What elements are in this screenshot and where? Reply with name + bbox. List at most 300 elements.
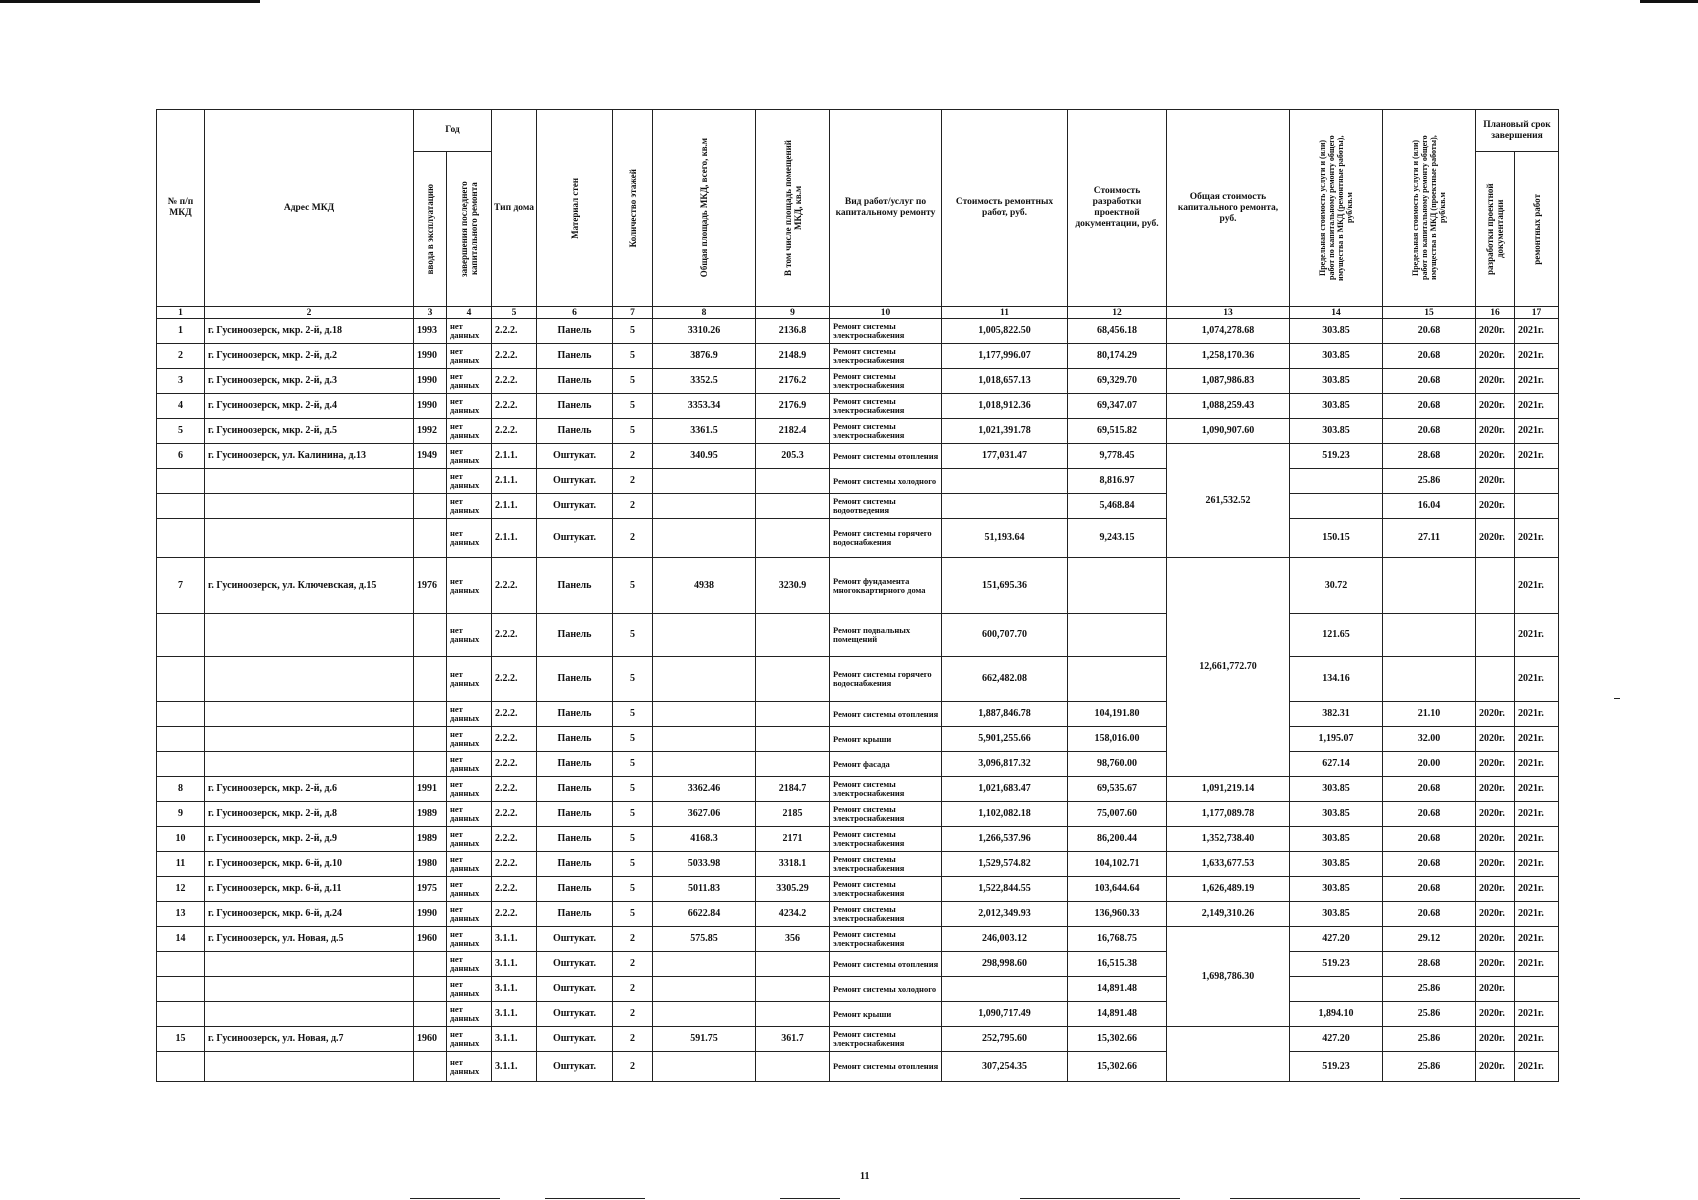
row-limit-repair xyxy=(1290,977,1383,1002)
row-repair-cost: 1,021,391.78 xyxy=(942,419,1068,444)
row-floors: 2 xyxy=(613,1027,653,1052)
row-house-type: 2.2.2. xyxy=(492,419,537,444)
row-repair-cost: 1,522,844.55 xyxy=(942,877,1068,902)
row-floors: 2 xyxy=(613,952,653,977)
row-year-commission xyxy=(414,657,447,702)
row-house-type: 3.1.1. xyxy=(492,1027,537,1052)
row-premises-area: 361.7 xyxy=(756,1027,830,1052)
row-work-type: Ремонт системы электроснабжения xyxy=(830,1027,942,1052)
row-floors: 5 xyxy=(613,657,653,702)
header-limit-repair: Предельная стоимость услуги и (или) работ по капитальному ремонту общего имущества в МКД (ремонтные работы), руб/кв.м xyxy=(1290,110,1383,307)
row-deadline-design: 2020г. xyxy=(1476,444,1515,469)
row-deadline-design: 2020г. xyxy=(1476,702,1515,727)
row-work-type: Ремонт системы электроснабжения xyxy=(830,802,942,827)
row-work-type: Ремонт системы отопления xyxy=(830,444,942,469)
row-design-cost: 8,816.97 xyxy=(1068,469,1167,494)
row-total-area xyxy=(653,752,756,777)
row-wall-material: Панель xyxy=(537,777,613,802)
row-year-commission: 1990 xyxy=(414,394,447,419)
row-deadline-repair: 2021г. xyxy=(1515,657,1559,702)
row-total-cost: 1,088,259.43 xyxy=(1167,394,1290,419)
row-repair-cost: 1,018,912.36 xyxy=(942,394,1068,419)
row-wall-material: Оштукат. xyxy=(537,1002,613,1027)
row-premises-area: 2185 xyxy=(756,802,830,827)
row-premises-area xyxy=(756,752,830,777)
row-deadline-repair: 2021г. xyxy=(1515,902,1559,927)
row-work-type: Ремонт системы электроснабжения xyxy=(830,852,942,877)
header-work-type: Вид работ/услуг по капитальному ремонту xyxy=(830,110,942,307)
header-premises-area: В том числе площадь помещений МКД, кв.м xyxy=(756,110,830,307)
row-year-commission: 1990 xyxy=(414,344,447,369)
row-total-area xyxy=(653,494,756,519)
row-address xyxy=(205,1052,414,1082)
row-year-last-repair: нет данных xyxy=(447,614,492,657)
row-total-area: 3361.5 xyxy=(653,419,756,444)
row-limit-design: 27.11 xyxy=(1383,519,1476,558)
row-repair-cost: 1,090,717.49 xyxy=(942,1002,1068,1027)
row-deadline-design: 2020г. xyxy=(1476,877,1515,902)
row-deadline-design xyxy=(1476,558,1515,614)
row-number: 11 xyxy=(157,852,205,877)
row-year-last-repair: нет данных xyxy=(447,494,492,519)
row-deadline-design xyxy=(1476,614,1515,657)
row-limit-repair: 519.23 xyxy=(1290,444,1383,469)
row-deadline-design: 2020г. xyxy=(1476,977,1515,1002)
row-design-cost: 158,016.00 xyxy=(1068,727,1167,752)
row-deadline-repair: 2021г. xyxy=(1515,369,1559,394)
row-total-area: 3876.9 xyxy=(653,344,756,369)
row-floors: 5 xyxy=(613,827,653,852)
row-deadline-design: 2020г. xyxy=(1476,394,1515,419)
column-number: 7 xyxy=(613,307,653,319)
row-total-area xyxy=(653,614,756,657)
row-deadline-design: 2020г. xyxy=(1476,727,1515,752)
row-work-type: Ремонт системы электроснабжения xyxy=(830,927,942,952)
row-work-type: Ремонт системы отопления xyxy=(830,1052,942,1082)
row-address: г. Гусиноозерск, ул. Калинина, д.13 xyxy=(205,444,414,469)
row-limit-design: 16.04 xyxy=(1383,494,1476,519)
row-work-type: Ремонт крыши xyxy=(830,727,942,752)
row-repair-cost: 1,005,822.50 xyxy=(942,319,1068,344)
row-year-last-repair: нет данных xyxy=(447,952,492,977)
row-work-type: Ремонт системы холодного xyxy=(830,977,942,1002)
row-deadline-design: 2020г. xyxy=(1476,827,1515,852)
row-deadline-design: 2020г. xyxy=(1476,777,1515,802)
row-work-type: Ремонт фундамента многоквартирного дома xyxy=(830,558,942,614)
row-repair-cost xyxy=(942,977,1068,1002)
row-limit-repair: 1,195.07 xyxy=(1290,727,1383,752)
row-work-type: Ремонт системы электроснабжения xyxy=(830,827,942,852)
row-total-area: 6622.84 xyxy=(653,902,756,927)
row-year-last-repair: нет данных xyxy=(447,927,492,952)
row-limit-design: 25.86 xyxy=(1383,1052,1476,1082)
column-number: 10 xyxy=(830,307,942,319)
row-wall-material: Оштукат. xyxy=(537,927,613,952)
row-wall-material: Оштукат. xyxy=(537,469,613,494)
row-wall-material: Панель xyxy=(537,877,613,902)
row-repair-cost: 252,795.60 xyxy=(942,1027,1068,1052)
table-row xyxy=(157,852,1559,877)
row-total-area xyxy=(653,952,756,977)
row-premises-area: 2182.4 xyxy=(756,419,830,444)
row-limit-repair: 519.23 xyxy=(1290,952,1383,977)
row-premises-area xyxy=(756,494,830,519)
row-premises-area: 4234.2 xyxy=(756,902,830,927)
row-number xyxy=(157,519,205,558)
table-row xyxy=(157,902,1559,927)
table-row xyxy=(157,777,1559,802)
table-row xyxy=(157,752,1559,777)
row-limit-design: 25.86 xyxy=(1383,469,1476,494)
header-limit-design: Предельная стоимость услуги и (или) работ по капитальному ремонту общего имущества в МКД (проектные работы), руб/кв.м xyxy=(1383,110,1476,307)
row-year-commission xyxy=(414,977,447,1002)
row-design-cost: 9,778.45 xyxy=(1068,444,1167,469)
row-address: г. Гусиноозерск, мкр. 2-й, д.6 xyxy=(205,777,414,802)
row-house-type: 3.1.1. xyxy=(492,1052,537,1082)
row-deadline-design: 2020г. xyxy=(1476,952,1515,977)
row-design-cost: 103,644.64 xyxy=(1068,877,1167,902)
row-wall-material: Панель xyxy=(537,752,613,777)
row-deadline-design: 2020г. xyxy=(1476,419,1515,444)
row-address: г. Гусиноозерск, мкр. 6-й, д.11 xyxy=(205,877,414,902)
row-house-type: 2.2.2. xyxy=(492,319,537,344)
header-year-last-repair: завершения последнего капитального ремонта xyxy=(447,152,492,307)
row-year-commission: 1976 xyxy=(414,558,447,614)
row-deadline-repair: 2021г. xyxy=(1515,952,1559,977)
header-total-area: Общая площадь МКД, всего, кв.м xyxy=(653,110,756,307)
row-year-commission: 1991 xyxy=(414,777,447,802)
row-address: г. Гусиноозерск, мкр. 6-й, д.10 xyxy=(205,852,414,877)
row-year-commission xyxy=(414,1002,447,1027)
row-deadline-repair: 2021г. xyxy=(1515,1027,1559,1052)
row-deadline-repair: 2021г. xyxy=(1515,558,1559,614)
row-premises-area: 3305.29 xyxy=(756,877,830,902)
row-deadline-repair: 2021г. xyxy=(1515,852,1559,877)
row-address xyxy=(205,469,414,494)
row-design-cost: 75,007.60 xyxy=(1068,802,1167,827)
row-total-cost: 1,177,089.78 xyxy=(1167,802,1290,827)
row-limit-design: 25.86 xyxy=(1383,1002,1476,1027)
row-repair-cost: 1,887,846.78 xyxy=(942,702,1068,727)
row-year-commission: 1960 xyxy=(414,1027,447,1052)
row-number: 15 xyxy=(157,1027,205,1052)
row-house-type: 2.1.1. xyxy=(492,469,537,494)
row-limit-design: 20.68 xyxy=(1383,419,1476,444)
row-number: 7 xyxy=(157,558,205,614)
header-address: Адрес МКД xyxy=(205,110,414,307)
row-limit-repair: 519.23 xyxy=(1290,1052,1383,1082)
row-deadline-repair xyxy=(1515,977,1559,1002)
table-row xyxy=(157,1027,1559,1052)
row-deadline-repair: 2021г. xyxy=(1515,319,1559,344)
row-year-commission xyxy=(414,469,447,494)
row-total-area: 3352.5 xyxy=(653,369,756,394)
scan-mark-bottom-4 xyxy=(1020,1198,1180,1199)
row-address xyxy=(205,727,414,752)
scan-mark-bottom-2 xyxy=(545,1198,645,1199)
row-address: г. Гусиноозерск, мкр. 2-й, д.9 xyxy=(205,827,414,852)
row-total-area: 5033.98 xyxy=(653,852,756,877)
row-deadline-design: 2020г. xyxy=(1476,752,1515,777)
header-num: № п/п МКД xyxy=(157,110,205,307)
row-repair-cost: 2,012,349.93 xyxy=(942,902,1068,927)
row-limit-design: 25.86 xyxy=(1383,977,1476,1002)
row-premises-area xyxy=(756,1052,830,1082)
row-work-type: Ремонт системы отопления xyxy=(830,952,942,977)
column-number: 8 xyxy=(653,307,756,319)
table-row xyxy=(157,394,1559,419)
row-deadline-design: 2020г. xyxy=(1476,494,1515,519)
header-repair-cost: Стоимость ремонтных работ, руб. xyxy=(942,110,1068,307)
column-number: 6 xyxy=(537,307,613,319)
row-number xyxy=(157,657,205,702)
table-row xyxy=(157,469,1559,494)
row-limit-design: 25.86 xyxy=(1383,1027,1476,1052)
row-year-last-repair: нет данных xyxy=(447,777,492,802)
row-limit-repair: 382.31 xyxy=(1290,702,1383,727)
header-year-commission: ввода в эксплуатацию xyxy=(414,152,447,307)
row-limit-design: 20.68 xyxy=(1383,319,1476,344)
row-total-area xyxy=(653,977,756,1002)
row-wall-material: Панель xyxy=(537,319,613,344)
row-design-cost: 104,191.80 xyxy=(1068,702,1167,727)
row-work-type: Ремонт системы электроснабжения xyxy=(830,419,942,444)
row-total-cost: 12,661,772.70 xyxy=(1167,558,1290,777)
table-row xyxy=(157,1052,1559,1082)
row-limit-repair: 150.15 xyxy=(1290,519,1383,558)
row-limit-repair: 303.85 xyxy=(1290,319,1383,344)
row-year-last-repair: нет данных xyxy=(447,344,492,369)
row-address: г. Гусиноозерск, мкр. 6-й, д.24 xyxy=(205,902,414,927)
row-design-cost: 98,760.00 xyxy=(1068,752,1167,777)
row-deadline-repair: 2021г. xyxy=(1515,752,1559,777)
row-year-last-repair: нет данных xyxy=(447,752,492,777)
row-floors: 2 xyxy=(613,469,653,494)
row-limit-repair: 427.20 xyxy=(1290,1027,1383,1052)
row-total-cost: 1,091,219.14 xyxy=(1167,777,1290,802)
row-work-type: Ремонт системы горячего водоснабжения xyxy=(830,657,942,702)
column-number: 9 xyxy=(756,307,830,319)
row-design-cost: 69,535.67 xyxy=(1068,777,1167,802)
row-limit-design: 28.68 xyxy=(1383,952,1476,977)
row-wall-material: Оштукат. xyxy=(537,444,613,469)
row-year-commission: 1992 xyxy=(414,419,447,444)
row-total-cost: 1,626,489.19 xyxy=(1167,877,1290,902)
row-total-area: 3353.34 xyxy=(653,394,756,419)
row-deadline-repair: 2021г. xyxy=(1515,444,1559,469)
table-row xyxy=(157,827,1559,852)
row-repair-cost: 177,031.47 xyxy=(942,444,1068,469)
row-deadline-repair: 2021г. xyxy=(1515,519,1559,558)
row-repair-cost: 246,003.12 xyxy=(942,927,1068,952)
row-total-area: 340.95 xyxy=(653,444,756,469)
row-number xyxy=(157,702,205,727)
row-year-last-repair: нет данных xyxy=(447,727,492,752)
row-address: г. Гусиноозерск, ул. Новая, д.5 xyxy=(205,927,414,952)
row-total-area: 4938 xyxy=(653,558,756,614)
row-limit-repair: 427.20 xyxy=(1290,927,1383,952)
row-wall-material: Панель xyxy=(537,614,613,657)
row-house-type: 2.2.2. xyxy=(492,852,537,877)
repair-register-table xyxy=(156,109,1559,1082)
scan-mark-bottom-1 xyxy=(410,1198,500,1199)
row-repair-cost: 1,529,574.82 xyxy=(942,852,1068,877)
row-deadline-design: 2020г. xyxy=(1476,927,1515,952)
row-deadline-design: 2020г. xyxy=(1476,1052,1515,1082)
row-year-commission xyxy=(414,702,447,727)
row-floors: 2 xyxy=(613,519,653,558)
row-premises-area xyxy=(756,657,830,702)
row-repair-cost: 5,901,255.66 xyxy=(942,727,1068,752)
row-deadline-repair xyxy=(1515,494,1559,519)
row-deadline-design xyxy=(1476,657,1515,702)
table-row xyxy=(157,952,1559,977)
row-repair-cost: 600,707.70 xyxy=(942,614,1068,657)
row-design-cost: 104,102.71 xyxy=(1068,852,1167,877)
row-work-type: Ремонт системы электроснабжения xyxy=(830,369,942,394)
row-repair-cost: 1,018,657.13 xyxy=(942,369,1068,394)
header-design-cost: Стоимость разработки проектной документации, руб. xyxy=(1068,110,1167,307)
row-limit-repair: 303.85 xyxy=(1290,902,1383,927)
row-deadline-repair: 2021г. xyxy=(1515,727,1559,752)
table-row xyxy=(157,344,1559,369)
table-row xyxy=(157,494,1559,519)
row-limit-design xyxy=(1383,657,1476,702)
row-number xyxy=(157,614,205,657)
row-floors: 2 xyxy=(613,1002,653,1027)
row-total-cost: 1,087,986.83 xyxy=(1167,369,1290,394)
row-limit-repair: 30.72 xyxy=(1290,558,1383,614)
row-work-type: Ремонт фасада xyxy=(830,752,942,777)
row-total-area: 3627.06 xyxy=(653,802,756,827)
column-number: 3 xyxy=(414,307,447,319)
row-house-type: 3.1.1. xyxy=(492,952,537,977)
row-house-type: 2.1.1. xyxy=(492,444,537,469)
row-repair-cost: 1,021,683.47 xyxy=(942,777,1068,802)
row-repair-cost: 1,266,537.96 xyxy=(942,827,1068,852)
row-year-last-repair: нет данных xyxy=(447,802,492,827)
row-premises-area: 205.3 xyxy=(756,444,830,469)
row-limit-design: 20.00 xyxy=(1383,752,1476,777)
scan-edge-top-right xyxy=(1640,0,1698,3)
row-premises-area: 2176.2 xyxy=(756,369,830,394)
row-address: г. Гусиноозерск, мкр. 2-й, д.8 xyxy=(205,802,414,827)
row-limit-repair: 303.85 xyxy=(1290,802,1383,827)
row-limit-repair xyxy=(1290,469,1383,494)
row-design-cost: 16,768.75 xyxy=(1068,927,1167,952)
row-premises-area xyxy=(756,519,830,558)
row-address xyxy=(205,702,414,727)
row-floors: 2 xyxy=(613,494,653,519)
row-floors: 5 xyxy=(613,777,653,802)
row-limit-design: 21.10 xyxy=(1383,702,1476,727)
row-wall-material: Панель xyxy=(537,394,613,419)
row-design-cost: 14,891.48 xyxy=(1068,1002,1167,1027)
row-house-type: 2.2.2. xyxy=(492,702,537,727)
row-address: г. Гусиноозерск, мкр. 2-й, д.5 xyxy=(205,419,414,444)
header-floors: Количество этажей xyxy=(613,110,653,307)
row-year-commission: 1989 xyxy=(414,827,447,852)
header-deadline-design: разработки проектной документации xyxy=(1476,152,1515,307)
row-address xyxy=(205,952,414,977)
row-deadline-design: 2020г. xyxy=(1476,902,1515,927)
row-number xyxy=(157,727,205,752)
row-repair-cost: 51,193.64 xyxy=(942,519,1068,558)
row-year-last-repair: нет данных xyxy=(447,369,492,394)
row-wall-material: Оштукат. xyxy=(537,952,613,977)
row-house-type: 2.2.2. xyxy=(492,558,537,614)
row-design-cost: 5,468.84 xyxy=(1068,494,1167,519)
row-floors: 5 xyxy=(613,852,653,877)
row-total-area: 3310.26 xyxy=(653,319,756,344)
row-house-type: 2.1.1. xyxy=(492,494,537,519)
row-address xyxy=(205,1002,414,1027)
row-premises-area: 2171 xyxy=(756,827,830,852)
row-limit-repair: 1,894.10 xyxy=(1290,1002,1383,1027)
row-total-cost: 1,698,786.30 xyxy=(1167,927,1290,1027)
row-work-type: Ремонт системы водоотведения xyxy=(830,494,942,519)
table-row xyxy=(157,1002,1559,1027)
row-limit-repair: 303.85 xyxy=(1290,777,1383,802)
row-house-type: 2.1.1. xyxy=(492,519,537,558)
row-wall-material: Панель xyxy=(537,369,613,394)
table-row xyxy=(157,419,1559,444)
row-wall-material: Панель xyxy=(537,852,613,877)
header-total-cost: Общая стоимость капитального ремонта, руб. xyxy=(1167,110,1290,307)
column-number: 11 xyxy=(942,307,1068,319)
row-design-cost: 69,515.82 xyxy=(1068,419,1167,444)
row-address xyxy=(205,494,414,519)
row-total-area xyxy=(653,727,756,752)
row-house-type: 2.2.2. xyxy=(492,877,537,902)
row-floors: 2 xyxy=(613,1052,653,1082)
row-address xyxy=(205,519,414,558)
row-design-cost: 14,891.48 xyxy=(1068,977,1167,1002)
row-address xyxy=(205,752,414,777)
row-wall-material: Панель xyxy=(537,558,613,614)
row-design-cost: 15,302.66 xyxy=(1068,1027,1167,1052)
row-floors: 2 xyxy=(613,977,653,1002)
row-total-area: 591.75 xyxy=(653,1027,756,1052)
row-deadline-design: 2020г. xyxy=(1476,469,1515,494)
row-premises-area xyxy=(756,727,830,752)
table-row xyxy=(157,977,1559,1002)
row-year-commission xyxy=(414,952,447,977)
row-limit-design: 20.68 xyxy=(1383,827,1476,852)
row-design-cost: 16,515.38 xyxy=(1068,952,1167,977)
row-year-last-repair: нет данных xyxy=(447,702,492,727)
row-wall-material: Оштукат. xyxy=(537,494,613,519)
row-floors: 5 xyxy=(613,727,653,752)
row-design-cost: 136,960.33 xyxy=(1068,902,1167,927)
row-wall-material: Панель xyxy=(537,827,613,852)
row-house-type: 2.2.2. xyxy=(492,394,537,419)
row-deadline-design: 2020г. xyxy=(1476,369,1515,394)
row-number: 13 xyxy=(157,902,205,927)
row-house-type: 3.1.1. xyxy=(492,927,537,952)
row-deadline-repair: 2021г. xyxy=(1515,1052,1559,1082)
row-premises-area: 2136.8 xyxy=(756,319,830,344)
row-repair-cost: 1,177,996.07 xyxy=(942,344,1068,369)
row-design-cost: 69,347.07 xyxy=(1068,394,1167,419)
row-design-cost: 15,302.66 xyxy=(1068,1052,1167,1082)
table-row xyxy=(157,614,1559,657)
row-floors: 5 xyxy=(613,802,653,827)
row-total-area xyxy=(653,469,756,494)
row-deadline-design: 2020г. xyxy=(1476,852,1515,877)
row-address: г. Гусиноозерск, мкр. 2-й, д.2 xyxy=(205,344,414,369)
column-number: 4 xyxy=(447,307,492,319)
